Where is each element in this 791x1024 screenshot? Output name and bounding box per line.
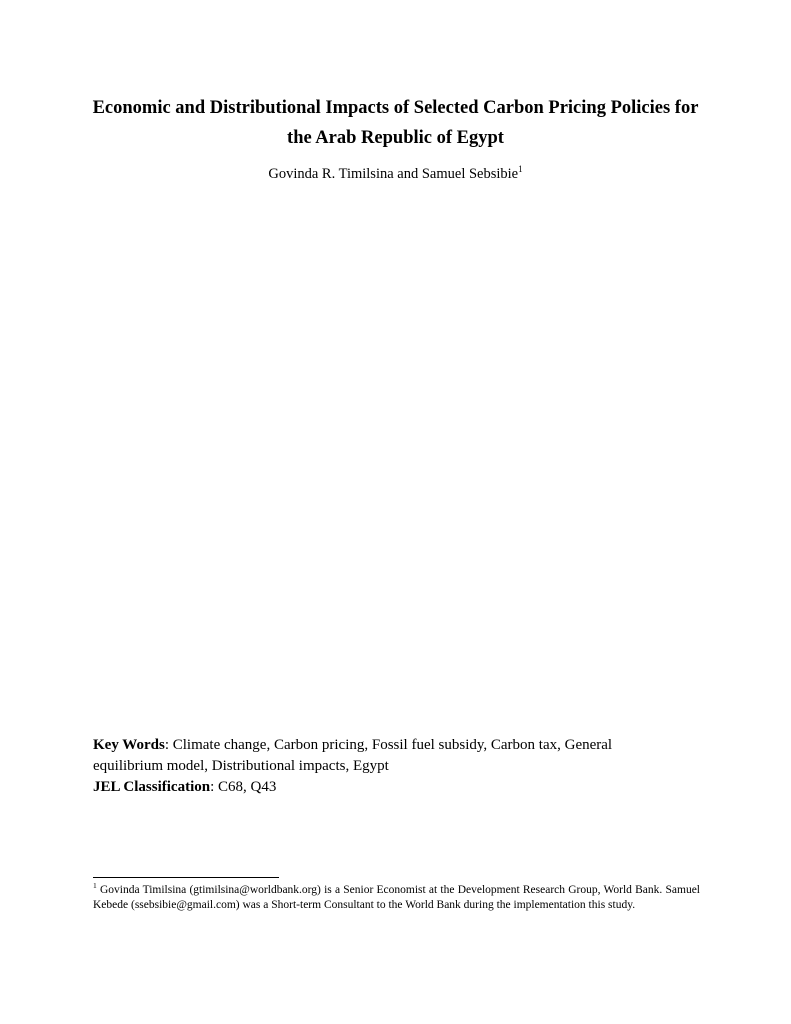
paper-title-line-2: the Arab Republic of Egypt [287,128,504,148]
jel-codes: C68, Q43 [214,779,277,795]
keywords-line-1 [93,735,713,756]
author-names: Govinda R. Timilsina and Samuel Sebsibie [268,166,519,182]
footnote [93,883,700,913]
footnote-text: Govinda Timilsina (gtimilsina@worldbank.org) is a Senior Economist at the Development Research Group, World Bank. Samuel Kebede (ssebsibie@gmail.com) was a Short-term Consultant to the World Bank during the implementation this study. [93,884,700,911]
keywords-block [93,735,713,798]
jel-separator: : [210,779,215,795]
footnote-divider [93,877,279,878]
keywords-separator: : [164,737,169,753]
keywords-label: Key Words [93,737,165,753]
paper-title-line-1: Economic and Distributional Impacts of Selected Carbon Pricing Policies for [92,98,699,118]
title-block [60,93,731,183]
jel-line [93,777,713,798]
author-line [60,165,731,183]
keywords-line-2: equilibrium model, Distributional impacts, Egypt [93,758,389,774]
jel-label: JEL Classification [93,779,211,795]
keywords-text-1: Climate change, Carbon pricing, Fossil fuel subsidy, Carbon tax, General [169,737,613,753]
footnote-marker: 1 [93,881,97,891]
author-footnote-marker[interactable]: 1 [518,164,523,175]
